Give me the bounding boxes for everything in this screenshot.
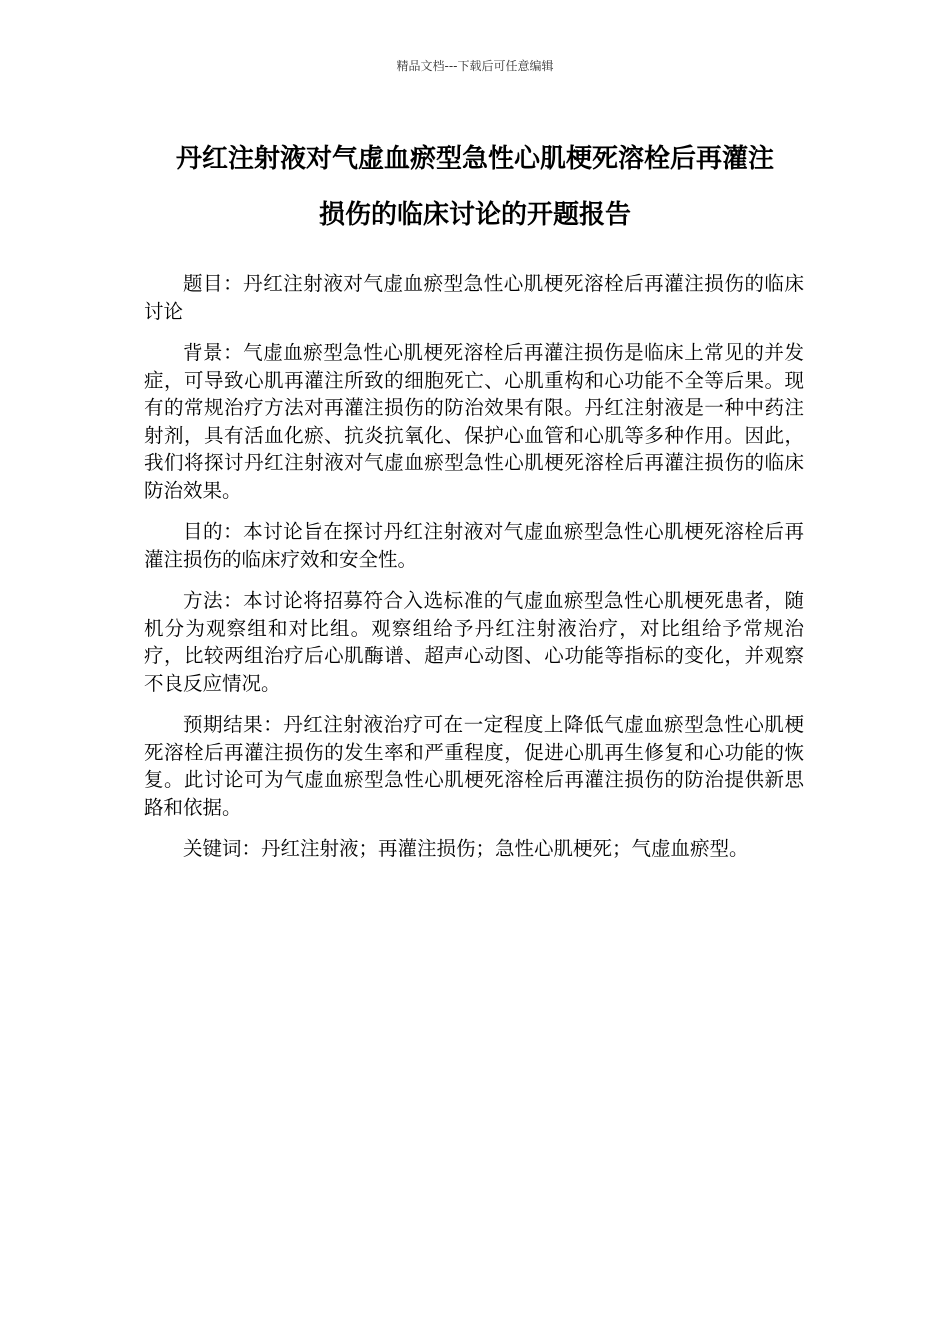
paragraph-label: 背景： [183, 341, 244, 364]
document-title [120, 131, 830, 243]
paragraph-text: 本讨论将招募符合入选标准的气虚血瘀型急性心肌梗死患者，随机分为观察组和对比组。观察组给予丹红注射液治疗，对比组给予常规治疗，比较两组治疗后心肌酶谱、超声心动图、心功能等指标的变化，并观察不良反应情况。 [144, 589, 804, 695]
title-line-1: 丹红注射液对气虚血瘀型急性心肌梗死溶栓后再灌注 [175, 144, 774, 174]
paragraph-keywords [144, 835, 804, 863]
title-line-2: 损伤的临床讨论的开题报告 [318, 200, 631, 230]
paragraph-text: 丹红注射液治疗可在一定程度上降低气虚血瘀型急性心肌梗死溶栓后再灌注损伤的发生率和严重程度，促进心肌再生修复和心功能的恢复。此讨论可为气虚血瘀型急性心肌梗死溶栓后再灌注损伤的防治提供新思路和依据。 [144, 713, 804, 819]
paragraph-text: 丹红注射液对气虚血瘀型急性心肌梗死溶栓后再灌注损伤的临床讨论 [144, 272, 804, 323]
paragraph-label: 关键词： [183, 837, 262, 860]
paragraph-text: 丹红注射液；再灌注损伤；急性心肌梗死；气虚血瘀型。 [261, 837, 749, 860]
paragraph-expected-results [144, 711, 804, 821]
paragraph-label: 预期结果： [183, 713, 284, 736]
paragraph-text: 本讨论旨在探讨丹红注射液对气虚血瘀型急性心肌梗死溶栓后再灌注损伤的临床疗效和安全性。 [144, 520, 804, 571]
paragraph-topic [144, 270, 804, 325]
paragraph-text: 气虚血瘀型急性心肌梗死溶栓后再灌注损伤是临床上常见的并发症，可导致心肌再灌注所致的细胞死亡、心肌重构和心功能不全等后果。现有的常规治疗方法对再灌注损伤的防治效果有限。丹红注射液是一种中药注射剂，具有活血化瘀、抗炎抗氧化、保护心血管和心肌等多种作用。因此，我们将探讨丹红注射液对气虚血瘀型急性心肌梗死溶栓后再灌注损伤的临床防治效果。 [144, 341, 804, 502]
paragraph-label: 题目： [183, 272, 244, 295]
paragraph-background [144, 339, 804, 504]
paragraph-purpose [144, 518, 804, 573]
paragraph-label: 方法： [183, 589, 244, 612]
paragraph-method [144, 587, 804, 697]
document-body [144, 270, 804, 877]
paragraph-label: 目的： [183, 520, 244, 543]
header-note: 精品文档---下载后可任意编辑 [396, 59, 554, 73]
